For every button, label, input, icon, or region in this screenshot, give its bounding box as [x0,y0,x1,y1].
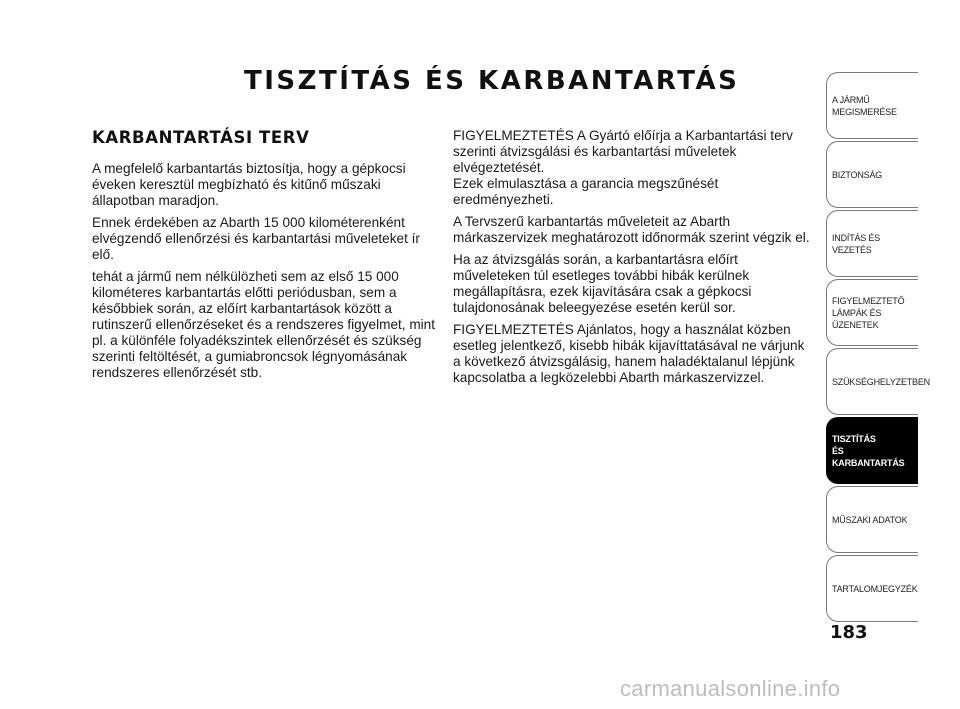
page-title: TISZTÍTÁS ÉS KARBANTARTÁS [244,66,740,96]
tab-label: SZÜKSÉGHELYZETBEN [832,376,930,387]
tab-label: A JÁRMŰ MEGISMERÉSE [832,94,897,117]
tab-vehicle-overview[interactable] [826,72,918,139]
paragraph: A megfelelő karbantartás biztosítja, hogy a gépkocsi éveken keresztül megbízható és kitűnő műszaki állapotban maradjon. [92,161,406,208]
tab-label: TISZTÍTÁS ÉS KARBANTARTÁS [832,433,905,468]
tab-safety[interactable] [826,141,918,208]
warning-paragraph: FIGYELMEZTETÉS A Gyártó előírja a Karbantartási terv szerinti átvizsgálási és karbantartási műveletek elvégeztetését. Ezek elmulasztása a garancia megszűnését eredményezheti. [453,128,793,207]
tab-technical-data[interactable] [826,486,918,553]
tab-label: MŰSZAKI ADATOK [832,514,908,525]
chapter-tabs [826,72,930,624]
paragraph: Ennek érdekében az Abarth 15 000 kilométerenként elvégzendő ellenőrzési és karbantartási műveleteket ír elő. [92,215,420,262]
left-column [92,128,440,387]
tab-cleaning-maintenance[interactable] [826,417,918,484]
tab-label: FIGYELMEZTETŐ LÁMPÁK ÉS ÜZENETEK [832,295,905,330]
tab-index[interactable] [826,555,918,622]
tab-label: BIZTONSÁG [832,169,883,180]
tab-label: TARTALOMJEGYZÉK [832,583,918,594]
watermark: carmanualsonline.info [620,676,841,701]
paragraph: A Tervszerű karbantartás műveleteit az Abarth márkaszervizek meghatározott időnormák szerint végzik el. [453,214,810,245]
page-number: 183 [830,622,868,643]
warning-paragraph: FIGYELMEZTETÉS Ajánlatos, hogy a használat közben esetleg jelentkező, kisebb hibák kijavíttatásával ne várjunk a következő átvizsgálásig, hanem haladéktalanul lépjünk kapcsolatba a legközelebbi Abarth márkaszervizzel. [453,322,805,385]
tab-starting-driving[interactable] [826,210,918,277]
tab-warning-lights[interactable] [826,279,918,346]
section-heading: KARBANTARTÁSI TERV [92,128,310,147]
paragraph: tehát a jármű nem nélkülözheti sem az első 15 000 kilométeres karbantartás előtti periódusban, sem a későbbiek során, az előírt karbantartások között a rutinszerű ellenőrzéseket és a rendszeres figyelmet, mint pl. a különféle folyadékszintek ellenőrzését és szükség szerinti feltöltését, a gumiabroncsok légnyomásának rendszeres ellenőrzését stb. [92,269,436,380]
tab-label: INDÍTÁS ÉS VEZETÉS [832,232,881,255]
right-column [453,128,815,392]
tab-emergency[interactable] [826,348,930,415]
paragraph: Ha az átvizsgálás során, a karbantartásra előírt műveleteken túl esetleges további hibák kerülnek megállapításra, ezek kijavítására csak a gépkocsi tulajdonosának beleegyezése esetén kerül sor. [453,252,752,315]
